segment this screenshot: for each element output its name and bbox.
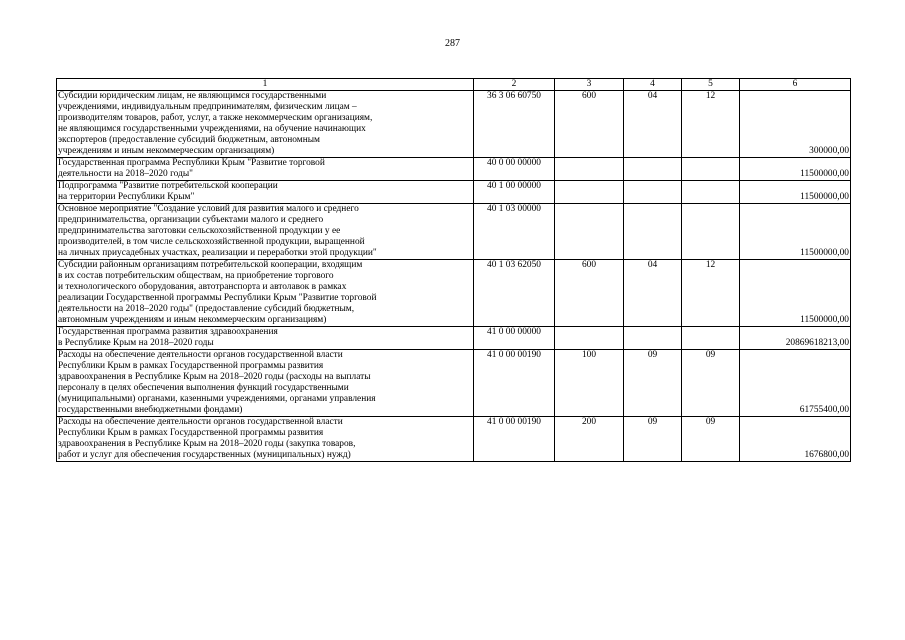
row-code: 40 1 03 00000: [474, 204, 555, 260]
row-name: Основное мероприятие "Создание условий для развития малого и среднего предпринимательства, организации субъектами малого и среднего предпринимательства заготовки сельскохозяйственной продукции у ее производителей, в том числе сельскохозяйственной продукции, выращенной на личных приусадебных участках, реализации и переработки этой продукции": [58, 204, 377, 258]
row-subsection: 12: [682, 91, 740, 158]
row-amount: 20869618213,00: [740, 327, 851, 350]
table-row: [57, 350, 851, 417]
table-row: [57, 417, 851, 462]
table-header-row: [57, 79, 851, 91]
row-name-cell: [57, 417, 474, 462]
row-name-cell: [57, 260, 474, 327]
table-row: [57, 91, 851, 158]
row-section: 04: [624, 91, 682, 158]
row-expense-type: [555, 158, 624, 181]
row-section: [624, 158, 682, 181]
row-expense-type: 600: [555, 91, 624, 158]
row-amount: 11500000,00: [740, 158, 851, 181]
row-section: [624, 204, 682, 260]
row-expense-type: 600: [555, 260, 624, 327]
table-row: [57, 181, 851, 204]
row-amount: 300000,00: [740, 91, 851, 158]
row-amount: 1676800,00: [740, 417, 851, 462]
row-expense-type: 200: [555, 417, 624, 462]
row-expense-type: [555, 204, 624, 260]
row-name: Государственная программа развития здравоохранения в Республике Крым на 2018–2020 годы: [58, 327, 278, 348]
row-name-cell: [57, 350, 474, 417]
row-section: 09: [624, 417, 682, 462]
row-name-cell: [57, 204, 474, 260]
row-name: Расходы на обеспечение деятельности органов государственной власти Республики Крым в рамках Государственной программы развития здравоохранения в Республике Крым на 2018–2020 годы (закупка товаров, работ и услуг для обеспечения государственных (муниципальных) нужд): [58, 417, 356, 460]
row-code: 40 0 00 00000: [474, 158, 555, 181]
row-name-cell: [57, 181, 474, 204]
row-subsection: [682, 204, 740, 260]
header-col-1: 1: [57, 79, 474, 91]
table-row: [57, 260, 851, 327]
budget-table: [56, 78, 851, 462]
row-expense-type: 100: [555, 350, 624, 417]
row-name: Государственная программа Республики Крым "Развитие торговой деятельности на 2018–2020 годы": [58, 158, 325, 179]
row-name: Расходы на обеспечение деятельности органов государственной власти Республики Крым в рамках Государственной программы развития здравоохранения в Республике Крым на 2018–2020 годы (расходы на выплаты персоналу в целях обеспечения выполнения функций государственными (муниципальными) органами, казенными учреждениями, органами управления государственными внебюджетными фондами): [58, 350, 376, 415]
row-amount: 11500000,00: [740, 260, 851, 327]
row-section: 09: [624, 350, 682, 417]
row-section: [624, 181, 682, 204]
row-subsection: 09: [682, 417, 740, 462]
table-row: [57, 158, 851, 181]
row-section: [624, 327, 682, 350]
row-code: 40 1 03 62050: [474, 260, 555, 327]
row-amount: 61755400,00: [740, 350, 851, 417]
table-row: [57, 327, 851, 350]
row-code: 41 0 00 00190: [474, 350, 555, 417]
row-section: 04: [624, 260, 682, 327]
page-number: 287: [445, 38, 460, 49]
row-subsection: 09: [682, 350, 740, 417]
row-name: Подпрограмма "Развитие потребительской кооперации на территории Республики Крым": [58, 181, 278, 202]
row-code: 41 0 00 00190: [474, 417, 555, 462]
header-col-5: 5: [682, 79, 740, 91]
row-name: Субсидии районным организациям потребительской кооперации, входящим в их состав потребительским обществам, на приобретение торгового и технологического оборудования, автотранспорта и автолавок в рамках реализации Государственной программы Республики Крым "Развитие торговой деятельности на 2018–2020 годы" (предоставление субсидий бюджетным, автономным учреждениям и иным некоммерческим организациям): [58, 260, 377, 325]
row-name-cell: [57, 158, 474, 181]
header-col-3: 3: [555, 79, 624, 91]
row-subsection: [682, 181, 740, 204]
header-col-2: 2: [474, 79, 555, 91]
row-expense-type: [555, 181, 624, 204]
row-amount: 11500000,00: [740, 181, 851, 204]
row-subsection: 12: [682, 260, 740, 327]
row-expense-type: [555, 327, 624, 350]
row-amount: 11500000,00: [740, 204, 851, 260]
header-col-4: 4: [624, 79, 682, 91]
row-subsection: [682, 327, 740, 350]
row-code: 36 3 06 60750: [474, 91, 555, 158]
header-col-6: 6: [740, 79, 851, 91]
row-name-cell: [57, 327, 474, 350]
row-code: 41 0 00 00000: [474, 327, 555, 350]
row-subsection: [682, 158, 740, 181]
row-name-cell: [57, 91, 474, 158]
row-name: Субсидии юридическим лицам, не являющимся государственными учреждениями, индивидуальным предпринимателям, физическим лицам – производителям товаров, работ, услуг, а также некоммерческим организациям, не являющимся государственными учреждениями, на обучение начинающих экспортеров (предоставление субсидий бюджетным, автономным учреждениям и иным некоммерческим организациям): [58, 91, 373, 156]
table-row: [57, 204, 851, 260]
row-code: 40 1 00 00000: [474, 181, 555, 204]
